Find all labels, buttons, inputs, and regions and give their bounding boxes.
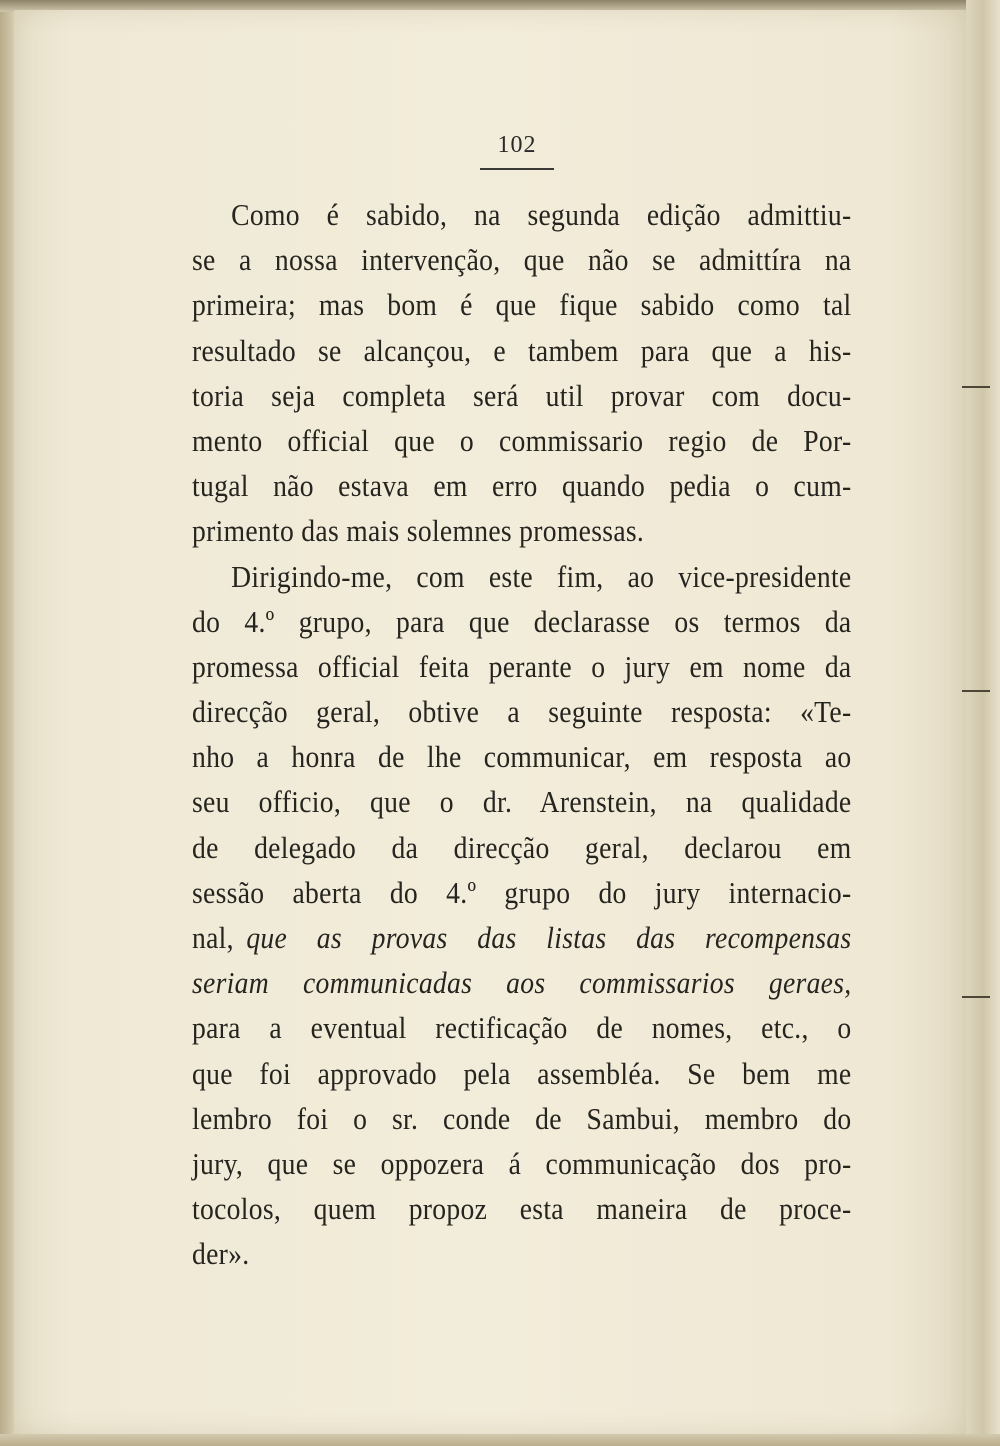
page-right-edge — [966, 0, 1000, 1446]
text-line: primento das mais solemnes promessas. — [192, 513, 645, 549]
margin-tick — [962, 996, 990, 998]
text-line: tocolos, quem propoz esta maneira de proce- — [192, 1191, 852, 1227]
text-line: de delegado da direcção geral, declarou em — [192, 829, 852, 865]
margin-tick — [962, 690, 990, 692]
text-line: que foi approvado pela assembléa. Se bem me — [192, 1055, 852, 1091]
text-line: resultado se alcançou, e tambem para que a his- — [192, 332, 852, 368]
italic-text-fragment: que as provas das listas das recompensas — [246, 920, 852, 955]
italic-text-line: seriam communicadas aos commissarios geraes, — [192, 965, 852, 1001]
margin-tick — [962, 386, 990, 388]
page-number-rule — [480, 168, 554, 170]
text-line: sessão aberta do 4.º grupo do jury internacio- — [192, 874, 852, 910]
page-bottom-edge — [0, 1434, 1000, 1446]
text-line: promessa official feita perante o jury em nome da — [192, 648, 852, 684]
text-line-mixed — [192, 915, 851, 960]
text-line: Dirigindo-me, com este fim, ao vice-presidente — [231, 558, 852, 594]
text-line: mento official que o commissario regio de Por- — [192, 422, 852, 458]
text-line: jury, que se oppozera á communicação dos pro- — [192, 1145, 852, 1181]
text-fragment: nal, — [192, 920, 234, 955]
text-line: primeira; mas bom é que fique sabido como tal — [192, 287, 852, 323]
text-line: der». — [192, 1236, 250, 1272]
text-line: seu officio, que o dr. Arenstein, na qualidade — [192, 784, 852, 820]
text-line: para a eventual rectificação de nomes, etc., o — [192, 1010, 852, 1046]
page-body-text — [192, 192, 851, 1277]
page-left-edge — [0, 0, 14, 1446]
text-line: lembro foi o sr. conde de Sambui, membro do — [192, 1100, 852, 1136]
text-line: do 4.º grupo, para que declarasse os termos da — [192, 603, 852, 639]
text-line: toria seja completa será util provar com docu- — [192, 377, 852, 413]
page-number: 102 — [497, 132, 537, 158]
text-line: se a nossa intervenção, que não se admittíra na — [192, 242, 852, 278]
text-line: Como é sabido, na segunda edição admittiu- — [231, 197, 852, 232]
text-line: tugal não estava em erro quando pedia o cum- — [192, 468, 852, 504]
text-line: nho a honra de lhe communicar, em resposta ao — [192, 739, 852, 775]
text-line: direcção geral, obtive a seguinte resposta: «Te- — [192, 694, 852, 730]
